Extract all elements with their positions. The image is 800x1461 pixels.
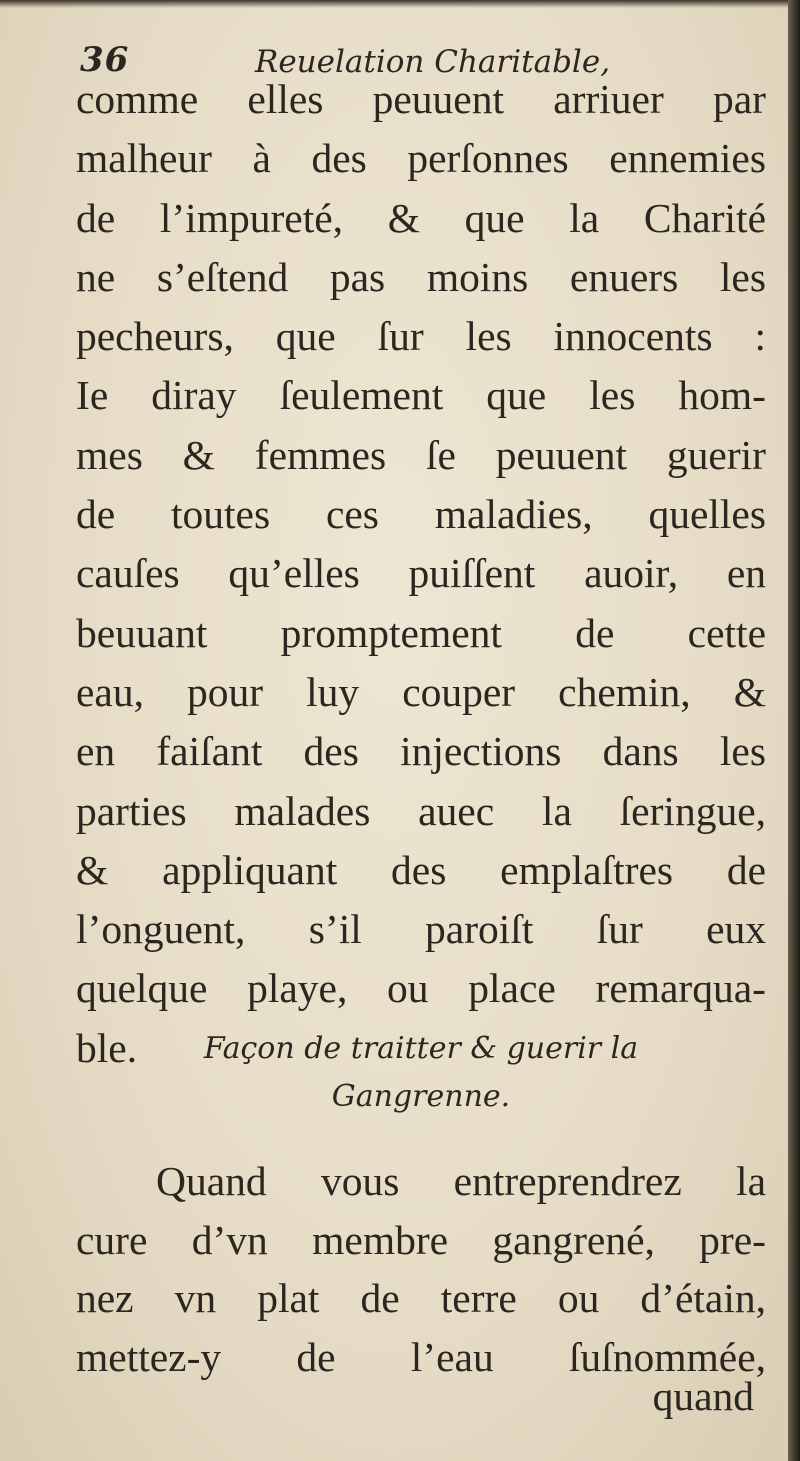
text-line: mettez-y de l’eau ſuſnommée, [76, 1333, 766, 1380]
text-line: l’onguent, s’il paroiſt ſur eux [76, 906, 766, 953]
text-line: quelque playe, ou place remarqua- [76, 965, 766, 1012]
text-line: malheur à des perſonnes ennemies [76, 135, 766, 182]
running-title: Reuelation Charitable, [255, 44, 611, 80]
text-line: cure d’vn membre gangrené, pre- [76, 1216, 766, 1263]
section-heading [76, 1025, 766, 1121]
paragraph-main [76, 70, 766, 1078]
text-line: nez vn plat de terre ou d’étain, [76, 1275, 766, 1321]
text-line: Ie diray ſeulement que les hom- [76, 372, 766, 419]
book-spine-edge [788, 0, 800, 1461]
text-line: ble. [76, 1024, 138, 1071]
catchword: quand [652, 1373, 754, 1419]
text-line: cauſes qu’elles puiſſent auoir, en [76, 550, 766, 597]
page-top-shadow [0, 0, 790, 8]
text-line: comme elles peuuent arriuer par [76, 76, 766, 122]
heading-line: Façon de traitter & guerir la [203, 1031, 639, 1066]
heading-line: Gangrenne. [331, 1079, 511, 1114]
text-line: eau, pour luy couper chemin, & [76, 668, 766, 715]
text-line: de toutes ces maladies, quelles [76, 491, 766, 538]
text-line: Quand vous entreprendrez la [156, 1158, 766, 1204]
text-line: parties malades auec la ſeringue, [76, 787, 766, 834]
text-line: de l’impureté, & que la Charité [76, 194, 766, 241]
text-line: pecheurs, que ſur les innocents : [76, 313, 766, 360]
page-number: 36 [80, 40, 130, 80]
text-line: mes & femmes ſe peuuent guerir [76, 431, 766, 478]
text-line: beuuant promptement de cette [76, 609, 766, 656]
paragraph-gangrene [76, 1152, 766, 1386]
text-line: ne s’eſtend pas moins enuers les [76, 253, 766, 300]
text-line: en faiſant des injections dans les [76, 728, 766, 775]
text-line: & appliquant des emplaſtres de [76, 846, 766, 893]
